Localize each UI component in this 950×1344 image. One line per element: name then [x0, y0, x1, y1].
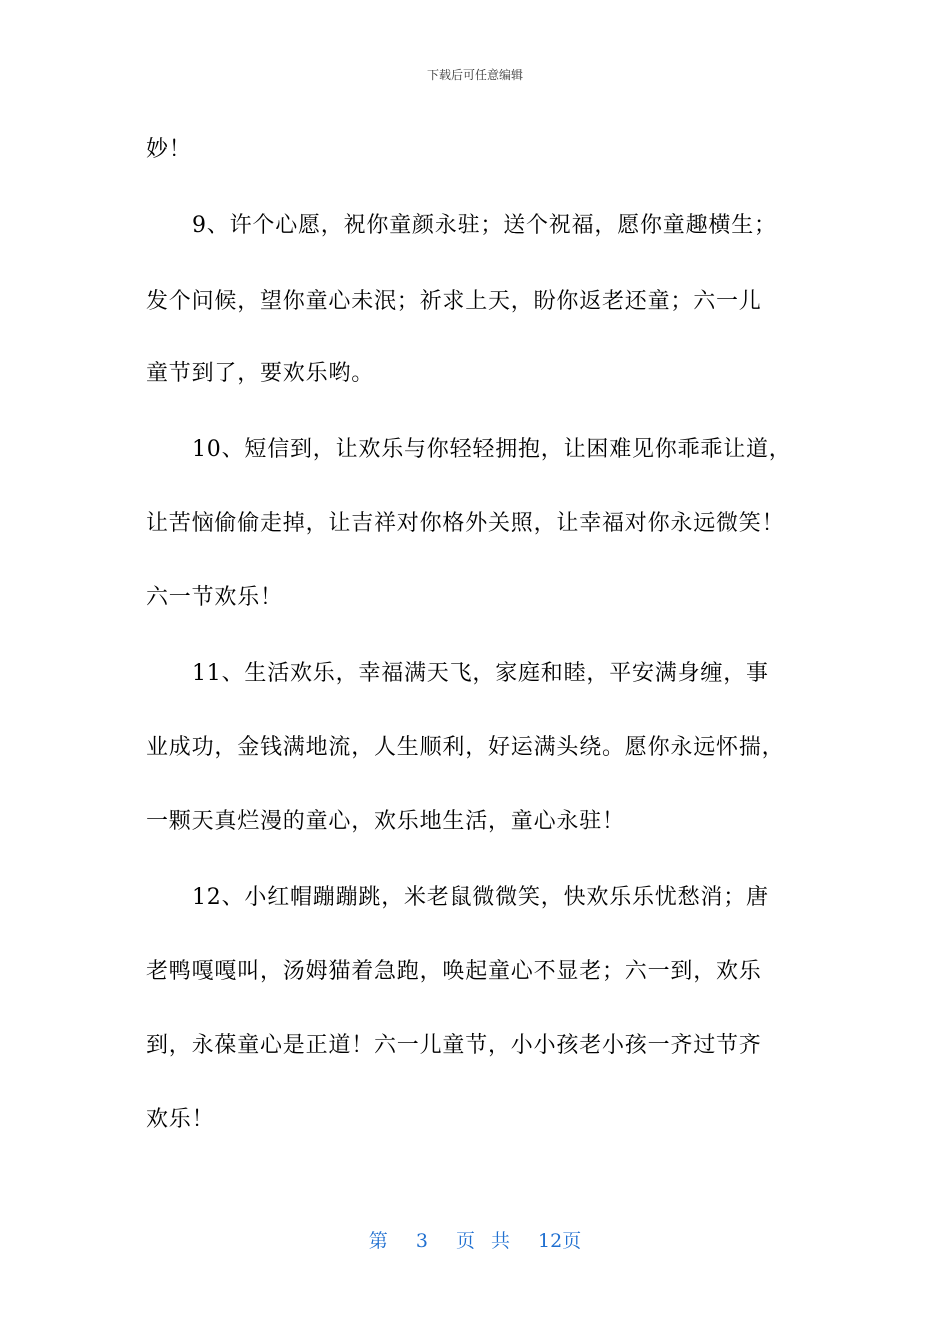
- footer-middle: 页 共: [455, 1230, 510, 1252]
- paragraph-12-line: 12、小红帽蹦蹦跳，米老鼠微微笑，快欢乐乐忧愁消；唐: [192, 885, 769, 910]
- page-footer: [0, 1226, 950, 1253]
- paragraph-10-line: 10、短信到，让欢乐与你轻轻拥抱，让困难见你乖乖让道，: [192, 437, 792, 462]
- footer-prefix: 第: [368, 1230, 388, 1252]
- text-line: 一颗天真烂漫的童心，欢乐地生活，童心永驻！: [146, 809, 625, 834]
- text-line: 到，永葆童心是正道！六一儿童节，小小孩老小孩一齐过节齐: [146, 1033, 762, 1058]
- text-line: 童节到了，要欢乐哟。: [146, 361, 375, 386]
- text-line: 让苦恼偷偷走掉，让吉祥对你格外关照，让幸福对你永远微笑！: [146, 511, 785, 536]
- footer-total-pages: 12页: [538, 1230, 582, 1252]
- footer-page-number: 3: [415, 1230, 428, 1252]
- text-line: 妙！: [146, 137, 192, 162]
- paragraph-11-line: 11、生活欢乐，幸福满天飞，家庭和睦，平安满身缠，事: [192, 661, 769, 686]
- text-line: 老鸭嘎嘎叫，汤姆猫着急跑，唤起童心不显老；六一到，欢乐: [146, 959, 762, 984]
- paragraph-9-line: 9、许个心愿，祝你童颜永驻；送个祝福，愿你童趣横生；: [192, 213, 777, 238]
- page-header: 下载后可任意编辑: [426, 68, 523, 82]
- text-line: 六一节欢乐！: [146, 585, 283, 610]
- text-line: 业成功，金钱满地流，人生顺利，好运满头绕。愿你永远怀揣，: [146, 735, 785, 760]
- text-line: 欢乐！: [146, 1107, 215, 1132]
- text-line: 发个问候，望你童心未泯；祈求上天，盼你返老还童；六一儿: [146, 289, 762, 314]
